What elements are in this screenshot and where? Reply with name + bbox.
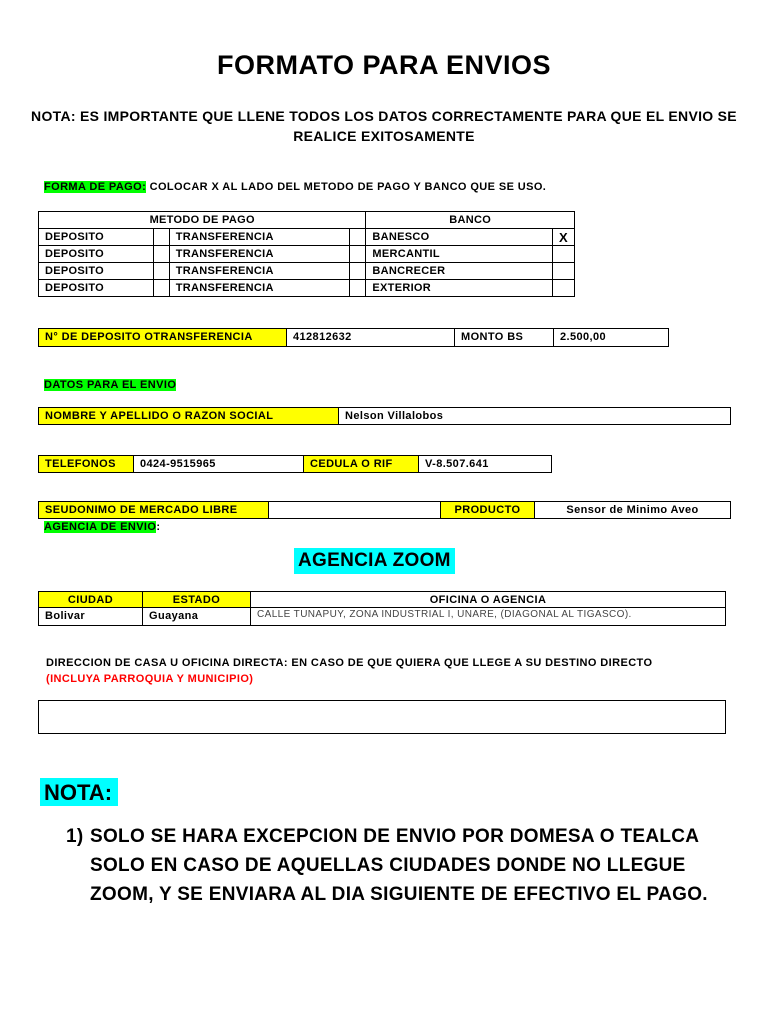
mark-banco[interactable]: [553, 280, 575, 297]
mark-deposito[interactable]: [153, 246, 169, 263]
oficina-field[interactable]: CALLE TUNAPUY, ZONA INDUSTRIAL I, UNARE, (DIAGONAL AL TIGASCO).: [250, 607, 726, 626]
header-metodo: METODO DE PAGO: [39, 212, 366, 229]
top-note: NOTA: ES IMPORTANTE QUE LLENE TODOS LOS DATOS CORRECTAMENTE PARA QUE EL ENVIO SE REALICE EXITOSAMENTE: [31, 108, 737, 144]
producto-field[interactable]: Sensor de Minimo Aveo: [534, 501, 731, 519]
datos-envio-label: DATOS PARA EL ENVIO: [44, 379, 177, 391]
mark-banco[interactable]: X: [553, 229, 575, 246]
note-text: SOLO SE HARA EXCEPCION DE ENVIO POR DOMESA O TEALCA SOLO EN CASO DE AQUELLAS CIUDADES DONDE NO LLEGUE ZOOM, Y SE ENVIARA AL DIA SIGUIENTE DE EFECTIVO EL PAGO.: [90, 826, 708, 905]
banco-name: EXTERIOR: [366, 280, 553, 297]
direccion-field[interactable]: [38, 700, 726, 734]
payment-table-header: [39, 212, 575, 229]
mark-banco[interactable]: [553, 263, 575, 280]
estado-field[interactable]: Guayana: [142, 607, 251, 626]
header-oficina: OFICINA O AGENCIA: [250, 591, 726, 608]
page-title: FORMATO PARA ENVIOS: [216, 50, 551, 80]
mark-deposito[interactable]: [153, 280, 169, 297]
agencia-envio-label: AGENCIA DE ENVIO: [44, 521, 157, 533]
metodo-transferencia: TRANSFERENCIA: [169, 280, 350, 297]
direccion-note: (INCLUYA PARROQUIA Y MUNICIPIO): [46, 673, 254, 685]
agencia-name: AGENCIA ZOOM: [294, 548, 455, 574]
telefonos-field[interactable]: 0424-9515965: [133, 455, 304, 473]
metodo-deposito: DEPOSITO: [39, 280, 154, 297]
agencia-envio-colon: :: [156, 521, 161, 533]
table-row: [39, 263, 575, 280]
mark-transferencia[interactable]: [350, 280, 366, 297]
mark-transferencia[interactable]: [350, 229, 366, 246]
cedula-label: CEDULA O RIF: [303, 455, 419, 473]
header-ciudad: CIUDAD: [38, 591, 143, 608]
metodo-transferencia: TRANSFERENCIA: [169, 246, 350, 263]
table-row: [39, 246, 575, 263]
deposito-label: N° DE DEPOSITO OTRANSFERENCIA: [38, 328, 287, 347]
metodo-transferencia: TRANSFERENCIA: [169, 263, 350, 280]
nota-label: NOTA:: [40, 778, 118, 806]
forma-pago-label: FORMA DE PAGO:: [44, 181, 147, 193]
mark-deposito[interactable]: [153, 263, 169, 280]
nombre-label: NOMBRE Y APELLIDO O RAZON SOCIAL: [38, 407, 339, 425]
header-banco: BANCO: [366, 212, 575, 229]
direccion-label: DIRECCION DE CASA U OFICINA DIRECTA: EN CASO DE QUE QUIERA QUE LLEGE A SU DESTINO DIRECTO: [46, 657, 653, 669]
monto-field[interactable]: 2.500,00: [553, 328, 669, 347]
table-row: [39, 280, 575, 297]
agencia-envio-line: [44, 521, 160, 533]
seudonimo-label: SEUDONIMO DE MERCADO LIBRE: [38, 501, 269, 519]
forma-pago-instruction: COLOCAR X AL LADO DEL METODO DE PAGO Y BANCO QUE SE USO.: [146, 181, 547, 193]
monto-label: MONTO BS: [454, 328, 554, 347]
mark-transferencia[interactable]: [350, 263, 366, 280]
seudonimo-field[interactable]: [268, 501, 441, 519]
metodo-deposito: DEPOSITO: [39, 229, 154, 246]
banco-name: BANESCO: [366, 229, 553, 246]
mark-transferencia[interactable]: [350, 246, 366, 263]
banco-name: BANCRECER: [366, 263, 553, 280]
mark-banco[interactable]: [553, 246, 575, 263]
forma-pago-line: [44, 181, 546, 193]
cedula-field[interactable]: V-8.507.641: [418, 455, 552, 473]
metodo-transferencia: TRANSFERENCIA: [169, 229, 350, 246]
banco-name: MERCANTIL: [366, 246, 553, 263]
nombre-field[interactable]: Nelson Villalobos: [338, 407, 731, 425]
metodo-deposito: DEPOSITO: [39, 246, 154, 263]
table-row: [39, 229, 575, 246]
producto-label: PRODUCTO: [440, 501, 535, 519]
metodo-deposito: DEPOSITO: [39, 263, 154, 280]
ciudad-field[interactable]: Bolivar: [38, 607, 143, 626]
note-number: 1): [66, 826, 84, 847]
mark-deposito[interactable]: [153, 229, 169, 246]
deposito-number-field[interactable]: 412812632: [286, 328, 455, 347]
payment-table: [38, 211, 575, 297]
header-estado: ESTADO: [142, 591, 251, 608]
telefonos-label: TELEFONOS: [38, 455, 134, 473]
